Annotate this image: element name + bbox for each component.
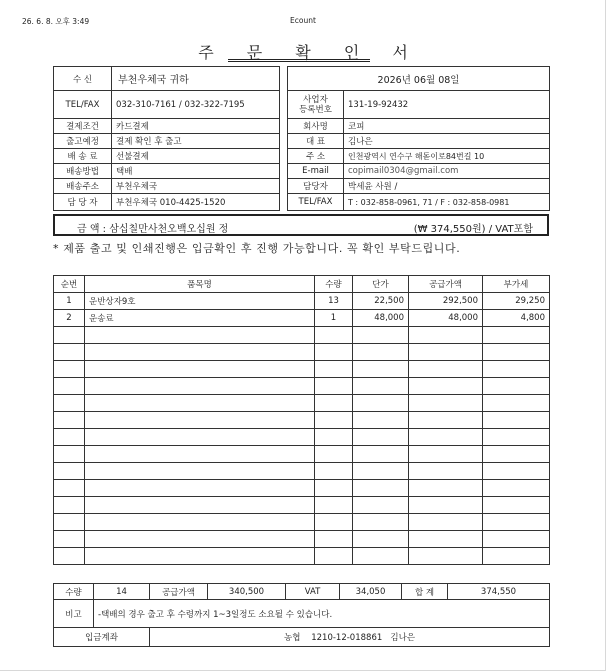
label-telfax: TEL/FAX <box>54 91 112 119</box>
recipient-method: 택배 <box>112 164 280 179</box>
empty-cell <box>54 429 85 446</box>
empty-cell <box>409 548 483 565</box>
table-row-empty <box>54 446 550 463</box>
empty-cell <box>483 395 550 412</box>
empty-cell <box>315 480 353 497</box>
supplier-ceo: 김나은 <box>344 134 550 149</box>
empty-cell <box>483 378 550 395</box>
empty-cell <box>85 480 315 497</box>
items-header-row <box>54 276 550 293</box>
empty-cell <box>315 429 353 446</box>
supplier-row-staff <box>288 179 550 194</box>
empty-cell <box>409 378 483 395</box>
label-addr: 배송주소 <box>54 179 112 194</box>
col-header-vat: 부가세 <box>483 276 550 293</box>
label-supplier-addr: 주 소 <box>288 149 344 164</box>
row-supply: 292,500 <box>409 293 483 310</box>
row-vat: 29,250 <box>483 293 550 310</box>
row-qty: 1 <box>315 310 353 327</box>
table-row-empty <box>54 344 550 361</box>
empty-cell <box>54 361 85 378</box>
empty-cell <box>353 412 409 429</box>
summary-row-account <box>54 628 550 647</box>
empty-cell <box>483 361 550 378</box>
row-vat: 4,800 <box>483 310 550 327</box>
empty-cell <box>85 344 315 361</box>
label-reg: 사업자 등록번호 <box>288 91 344 119</box>
empty-cell <box>353 548 409 565</box>
label-account: 입금계좌 <box>54 628 150 647</box>
empty-cell <box>315 327 353 344</box>
empty-cell <box>353 361 409 378</box>
recipient-row-contact <box>54 194 280 211</box>
empty-cell <box>54 327 85 344</box>
row-price: 22,500 <box>353 293 409 310</box>
recipient-row-fee <box>54 149 280 164</box>
table-row-empty <box>54 412 550 429</box>
recipient-row-method <box>54 164 280 179</box>
empty-cell <box>315 531 353 548</box>
empty-cell <box>483 429 550 446</box>
grand-total: 374,550 <box>448 584 550 600</box>
empty-cell <box>315 548 353 565</box>
print-timestamp: 26. 6. 8. 오후 3:49 <box>22 17 90 26</box>
empty-cell <box>85 497 315 514</box>
empty-cell <box>54 446 85 463</box>
supplier-row-email <box>288 164 550 179</box>
summary-table <box>53 583 550 647</box>
table-row-empty <box>54 378 550 395</box>
label-fee: 배 송 료 <box>54 149 112 164</box>
empty-cell <box>85 327 315 344</box>
recipient-addr: 부천우체국 <box>112 179 280 194</box>
recipient-telfax: 032-310-7161 / 032-322-7195 <box>112 91 280 119</box>
items-table <box>53 275 550 565</box>
empty-cell <box>409 446 483 463</box>
recipient-table <box>53 66 280 211</box>
col-header-name: 품목명 <box>85 276 315 293</box>
recipient-row-payment <box>54 119 280 134</box>
row-item-name: 운송료 <box>85 310 315 327</box>
recipient-row-addr <box>54 179 280 194</box>
empty-cell <box>85 361 315 378</box>
recipient-name: 부천우체국 귀하 <box>112 67 280 91</box>
empty-cell <box>483 446 550 463</box>
empty-cell <box>54 412 85 429</box>
empty-cell <box>353 446 409 463</box>
label-company: 회사명 <box>288 119 344 134</box>
total-supply: 340,500 <box>208 584 286 600</box>
supplier-row-company <box>288 119 550 134</box>
label-payment: 결제조건 <box>54 119 112 134</box>
supplier-email: copimail0304@gmail.com <box>344 164 550 179</box>
empty-cell <box>85 531 315 548</box>
empty-cell <box>409 412 483 429</box>
supplier-row-addr <box>288 149 550 164</box>
print-app-name: Ecount <box>290 16 316 25</box>
row-price: 48,000 <box>353 310 409 327</box>
table-row <box>54 310 550 327</box>
label-staff: 담당자 <box>288 179 344 194</box>
table-row-empty <box>54 514 550 531</box>
supplier-reg: 131-19-92432 <box>344 91 550 119</box>
empty-cell <box>353 378 409 395</box>
label-total-vat: VAT <box>286 584 340 600</box>
empty-cell <box>54 514 85 531</box>
empty-cell <box>315 412 353 429</box>
notice-text: * 제품 출고 및 인쇄진행은 입금확인 후 진행 가능합니다. 꼭 확인 부탁드립니다. <box>53 242 461 255</box>
row-supply: 48,000 <box>409 310 483 327</box>
empty-cell <box>85 429 315 446</box>
empty-cell <box>85 412 315 429</box>
label-ceo: 대 표 <box>288 134 344 149</box>
label-ship: 출고예정 <box>54 134 112 149</box>
row-item-name: 운반상자9호 <box>85 293 315 310</box>
summary-row-note <box>54 600 550 628</box>
col-header-qty: 수량 <box>315 276 353 293</box>
empty-cell <box>315 344 353 361</box>
supplier-row-reg <box>288 91 550 119</box>
empty-cell <box>483 412 550 429</box>
label-method: 배송방법 <box>54 164 112 179</box>
total-qty: 14 <box>94 584 150 600</box>
empty-cell <box>409 395 483 412</box>
recipient-row-telfax <box>54 91 280 119</box>
empty-cell <box>353 480 409 497</box>
table-row <box>54 293 550 310</box>
empty-cell <box>54 531 85 548</box>
table-row-empty <box>54 361 550 378</box>
table-row-empty <box>54 480 550 497</box>
account-info: 농협 1210-12-018861 김나은 <box>150 628 550 647</box>
empty-cell <box>54 548 85 565</box>
empty-cell <box>483 344 550 361</box>
row-qty: 13 <box>315 293 353 310</box>
empty-cell <box>409 514 483 531</box>
table-row-empty <box>54 548 550 565</box>
recipient-payment: 카드결제 <box>112 119 280 134</box>
empty-cell <box>483 327 550 344</box>
supplier-telfax: T : 032-858-0961, 71 / F : 032-858-0981 <box>344 194 550 211</box>
empty-cell <box>353 327 409 344</box>
empty-cell <box>54 463 85 480</box>
order-date: 2026년 06월 08일 <box>288 67 550 91</box>
supplier-row-ceo <box>288 134 550 149</box>
table-row-empty <box>54 531 550 548</box>
empty-cell <box>409 327 483 344</box>
empty-cell <box>353 395 409 412</box>
label-total-supply: 공급가액 <box>150 584 208 600</box>
empty-cell <box>54 480 85 497</box>
empty-cell <box>483 531 550 548</box>
empty-cell <box>353 344 409 361</box>
empty-cell <box>353 429 409 446</box>
recipient-fee: 선불결제 <box>112 149 280 164</box>
empty-cell <box>353 497 409 514</box>
col-header-supply: 공급가액 <box>409 276 483 293</box>
label-note: 비고 <box>54 600 94 628</box>
empty-cell <box>85 514 315 531</box>
row-no: 1 <box>54 293 85 310</box>
empty-cell <box>409 344 483 361</box>
supplier-row-telfax <box>288 194 550 211</box>
empty-cell <box>85 548 315 565</box>
empty-cell <box>409 463 483 480</box>
page-title: 주 문 확 인 서 <box>198 43 422 62</box>
total-vat: 34,050 <box>340 584 402 600</box>
empty-cell <box>353 463 409 480</box>
summary-row-totals <box>54 584 550 600</box>
empty-cell <box>483 463 550 480</box>
recipient-row-ship <box>54 134 280 149</box>
label-contact: 담 당 자 <box>54 194 112 211</box>
title-underline-2 <box>228 61 370 62</box>
amount-in-words: 금 액 : 삼십칠만사천오백오십원 정 <box>77 224 229 235</box>
empty-cell <box>483 548 550 565</box>
empty-cell <box>353 531 409 548</box>
recipient-ship: 결제 확인 후 출고 <box>112 134 280 149</box>
empty-cell <box>54 497 85 514</box>
empty-cell <box>483 497 550 514</box>
empty-cell <box>54 395 85 412</box>
empty-cell <box>315 446 353 463</box>
empty-cell <box>85 446 315 463</box>
empty-cell <box>85 463 315 480</box>
empty-cell <box>54 378 85 395</box>
label-email: E-mail <box>288 164 344 179</box>
table-row-empty <box>54 463 550 480</box>
empty-cell <box>409 497 483 514</box>
title-underline <box>228 59 370 60</box>
supplier-company: 코피 <box>344 119 550 134</box>
row-no: 2 <box>54 310 85 327</box>
amount-value: (₩ 374,550원) / VAT포함 <box>413 224 533 235</box>
empty-cell <box>315 395 353 412</box>
amount-box <box>53 214 549 236</box>
label-supplier-telfax: TEL/FAX <box>288 194 344 211</box>
empty-cell <box>315 361 353 378</box>
recipient-row-to <box>54 67 280 91</box>
empty-cell <box>409 480 483 497</box>
supplier-table <box>287 66 550 211</box>
label-total-qty: 수량 <box>54 584 94 600</box>
note-text: -택배의 경우 출고 후 수령까지 1~3일정도 소요될 수 있습니다. <box>94 600 550 628</box>
empty-cell <box>85 395 315 412</box>
empty-cell <box>353 514 409 531</box>
table-row-empty <box>54 395 550 412</box>
supplier-row-date <box>288 67 550 91</box>
empty-cell <box>315 514 353 531</box>
empty-cell <box>315 497 353 514</box>
label-grand-total: 합 계 <box>402 584 448 600</box>
col-header-no: 순번 <box>54 276 85 293</box>
table-row-empty <box>54 429 550 446</box>
col-header-price: 단가 <box>353 276 409 293</box>
empty-cell <box>409 429 483 446</box>
table-row-empty <box>54 497 550 514</box>
empty-cell <box>483 514 550 531</box>
empty-cell <box>85 378 315 395</box>
empty-cell <box>409 361 483 378</box>
table-row-empty <box>54 327 550 344</box>
label-to: 수 신 <box>54 67 112 91</box>
supplier-addr: 인천광역시 연수구 해돋이로84번길 10 <box>344 149 550 164</box>
empty-cell <box>54 344 85 361</box>
supplier-staff: 박세윤 사원 / <box>344 179 550 194</box>
recipient-contact: 부천우체국 010-4425-1520 <box>112 194 280 211</box>
empty-cell <box>409 531 483 548</box>
empty-cell <box>483 480 550 497</box>
empty-cell <box>315 463 353 480</box>
empty-cell <box>315 378 353 395</box>
